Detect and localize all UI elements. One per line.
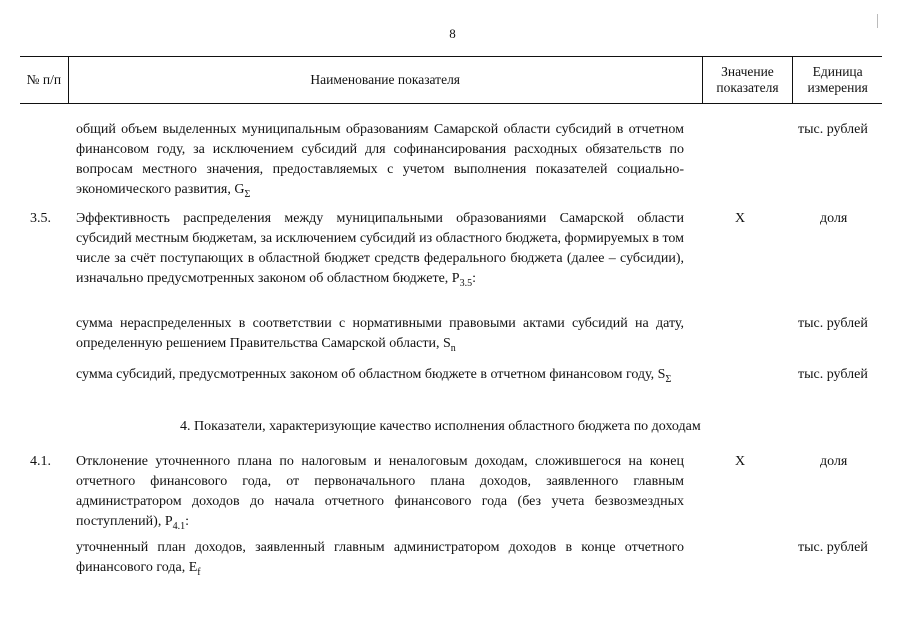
- indicator-text: уточненный план доходов, заявленный главным администратором доходов в конце отчетного финансового года, $E_f$: [76, 540, 684, 578]
- indicator-text: сумма субсидий, предусмотренных законом об областном бюджете в отчетном финансовом году, $S_\Sigma$: [76, 367, 672, 385]
- header-value: Значение показателя: [702, 57, 793, 103]
- unit-cell: тыс. рублей: [798, 540, 868, 555]
- section-heading: 4. Показатели, характеризующие качество исполнения областного бюджета по доходам: [180, 419, 701, 434]
- table-header: [20, 56, 882, 104]
- header-unit: Единица измерения: [792, 57, 882, 103]
- unit-cell: доля: [820, 454, 848, 469]
- unit-cell: доля: [820, 211, 848, 226]
- value-cell: X: [735, 454, 746, 469]
- indicator-text: сумма нераспределенных в соответствии с нормативными правовыми актами субсидий на дату, определенную решением Правительства Самарской области, $S_n$: [76, 316, 684, 354]
- value-cell: X: [735, 211, 746, 226]
- header-num: № п/п: [26, 72, 62, 87]
- indicator-text: Отклонение уточненного плана по налоговым и неналоговым доходам, сложившегося на конец отчетного финансового года, от первоначального плана доходов, заявленного главным администратором доходов до начала отчетного финансового года (без учета безвозмездных поступлений), $P_{4.1}$:: [76, 454, 684, 532]
- unit-cell: тыс. рублей: [798, 122, 868, 137]
- unit-cell: тыс. рублей: [798, 316, 868, 331]
- row-number: 3.5.: [30, 211, 51, 226]
- header-name: Наименование показателя: [68, 57, 702, 103]
- indicator-text: общий объем выделенных муниципальным образованиям Самарской области субсидий в отчетном финансовом году, за исключением субсидий для софинансирования расходных обязательств по вопросам местного значения, предоставляемых с учетом выполнения показателей социально-экономического развития, $G_\Sigma$: [76, 122, 684, 200]
- indicator-text: Эффективность распределения между муниципальными образованиями Самарской области субсидий местным бюджетам, за исключением субсидий из областного бюджета, формируемых в том числе за счёт поступающих в областной бюджет средств федерального бюджета (далее – субсидии), изначально предусмотренных законом об областном бюджете, $P_{3.5}$:: [76, 211, 684, 289]
- row-number: 4.1.: [30, 454, 51, 469]
- page-number: 8: [449, 26, 456, 41]
- unit-cell: тыс. рублей: [798, 367, 868, 382]
